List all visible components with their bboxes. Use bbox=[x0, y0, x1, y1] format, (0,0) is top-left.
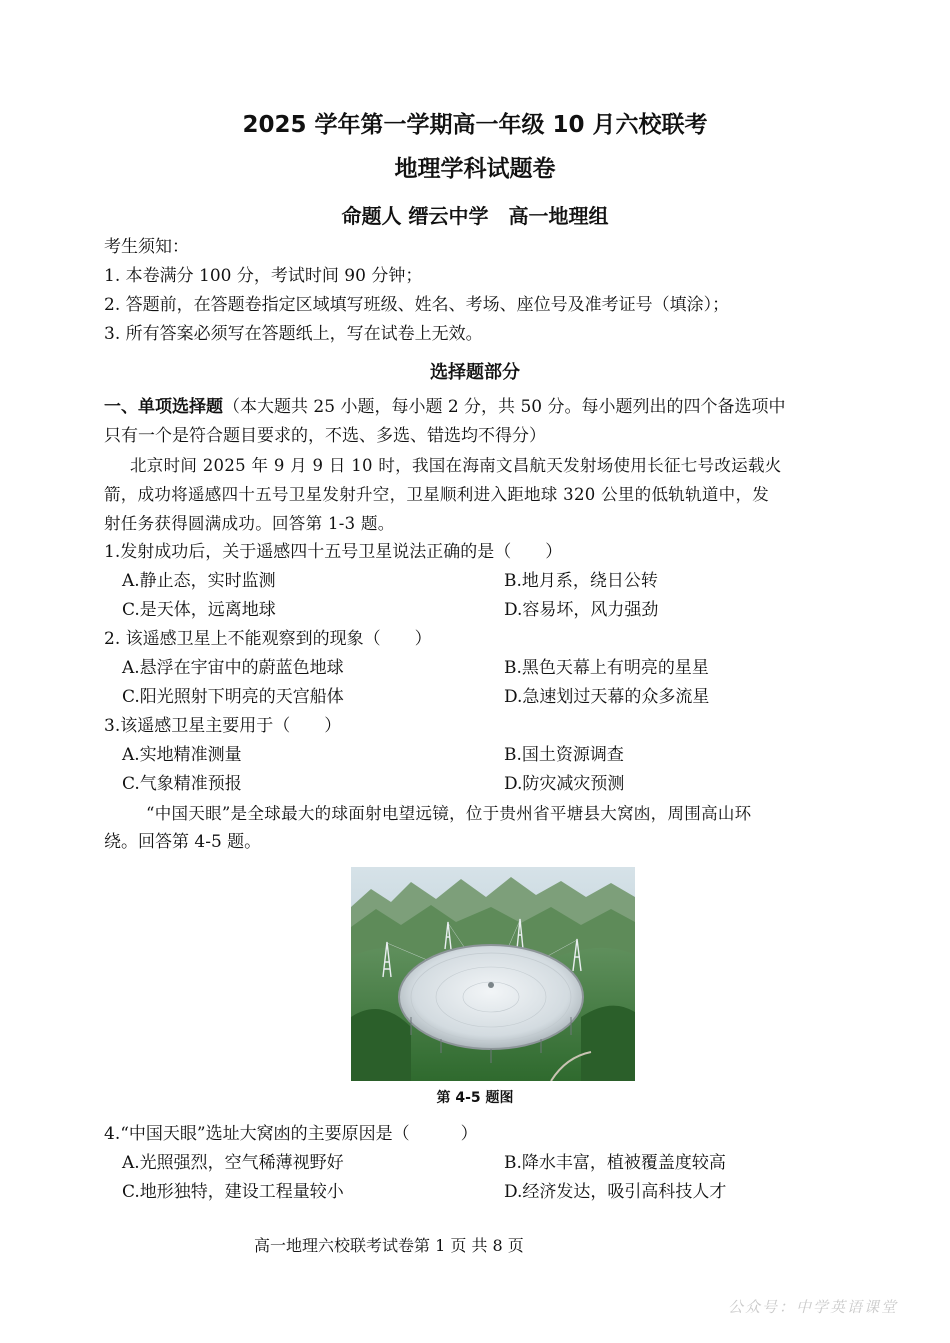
question-1-option-c: C.是天体，远离地球 bbox=[122, 600, 276, 620]
passage1-line-1: 北京时间 2025 年 9 月 9 日 10 时，我国在海南文昌航天发射场使用长征七号改运载火 bbox=[130, 456, 782, 475]
question-2-option-d: D.急速划过天幕的众多流星 bbox=[504, 687, 710, 707]
exam-title: 2025 学年第一学期高一年级 10 月六校联考 bbox=[242, 112, 708, 138]
subject-title: 地理学科试题卷 bbox=[394, 156, 556, 182]
watermark: 公众号：中学英语课堂 bbox=[727, 1298, 898, 1316]
page-footer: 高一地理六校联考试卷第 1 页 共 8 页 bbox=[254, 1236, 524, 1255]
question-1-option-d: D.容易坏，风力强劲 bbox=[504, 600, 659, 620]
part1-desc-1: （本大题共 25 小题，每小题 2 分，共 50 分。每小题列出的四个备选项中 bbox=[223, 397, 786, 417]
notice-item-3: 3. 所有答案必须写在答题纸上，写在试卷上无效。 bbox=[104, 324, 483, 344]
question-3-stem: 3.该遥感卫星主要用于（ ） bbox=[104, 716, 342, 736]
question-3-option-a: A.实地精准测量 bbox=[122, 745, 242, 765]
question-2-stem: 2. 该遥感卫星上不能观察到的现象（ ） bbox=[104, 629, 432, 649]
radio-telescope-photo bbox=[351, 867, 635, 1081]
question-4-option-c: C.地形独特，建设工程量较小 bbox=[122, 1182, 344, 1202]
question-4-option-d: D.经济发达，吸引高科技人才 bbox=[504, 1182, 727, 1202]
question-3-option-b: B.国土资源调查 bbox=[504, 745, 624, 765]
author-line: 命题人 缙云中学 高一地理组 bbox=[341, 204, 609, 228]
question-3-option-c: C.气象精准预报 bbox=[122, 774, 242, 794]
question-4-stem: 4.“中国天眼”选址大窝凼的主要原因是（ ） bbox=[104, 1124, 478, 1144]
question-4-option-b: B.降水丰富，植被覆盖度较高 bbox=[504, 1153, 726, 1173]
section-title: 选择题部分 bbox=[430, 362, 520, 383]
question-1-stem: 1.发射成功后，关于遥感四十五号卫星说法正确的是（ ） bbox=[104, 542, 563, 562]
notice-heading: 考生须知： bbox=[104, 237, 189, 257]
passage2-line-1: “中国天眼”是全球最大的球面射电望远镜，位于贵州省平塘县大窝凼，周围高山环 bbox=[146, 804, 752, 823]
question-4-option-a: A.光照强烈，空气稀薄视野好 bbox=[122, 1153, 344, 1173]
question-1-option-a: A.静止态，实时监测 bbox=[122, 571, 276, 591]
part1-instructions bbox=[104, 393, 786, 422]
notice-item-2: 2. 答题前，在答题卷指定区域填写班级、姓名、考场、座位号及准考证号（填涂）； bbox=[104, 295, 730, 315]
figure-caption: 第 4-5 题图 bbox=[436, 1090, 514, 1106]
passage1-line-2: 箭，成功将遥感四十五号卫星发射升空，卫星顺利进入距地球 320 公里的低轨轨道中，发 bbox=[104, 485, 770, 504]
question-2-option-a: A.悬浮在宇宙中的蔚蓝色地球 bbox=[122, 658, 344, 678]
notice-item-1: 1. 本卷满分 100 分，考试时间 90 分钟； bbox=[104, 266, 423, 286]
question-2-option-c: C.阳光照射下明亮的天宫船体 bbox=[122, 687, 344, 707]
passage2-line-2: 绕。回答第 4-5 题。 bbox=[104, 832, 262, 852]
part1-desc-2: 只有一个是符合题目要求的，不选、多选、错选均不得分） bbox=[104, 426, 546, 446]
question-2-option-b: B.黑色天幕上有明亮的星星 bbox=[504, 658, 709, 678]
question-3-option-d: D.防灾减灾预测 bbox=[504, 774, 625, 794]
passage1-line-3: 射任务获得圆满成功。回答第 1-3 题。 bbox=[104, 514, 395, 533]
question-1-option-b: B.地月系，绕日公转 bbox=[504, 571, 658, 591]
part1-label: 一、单项选择题 bbox=[104, 397, 223, 417]
